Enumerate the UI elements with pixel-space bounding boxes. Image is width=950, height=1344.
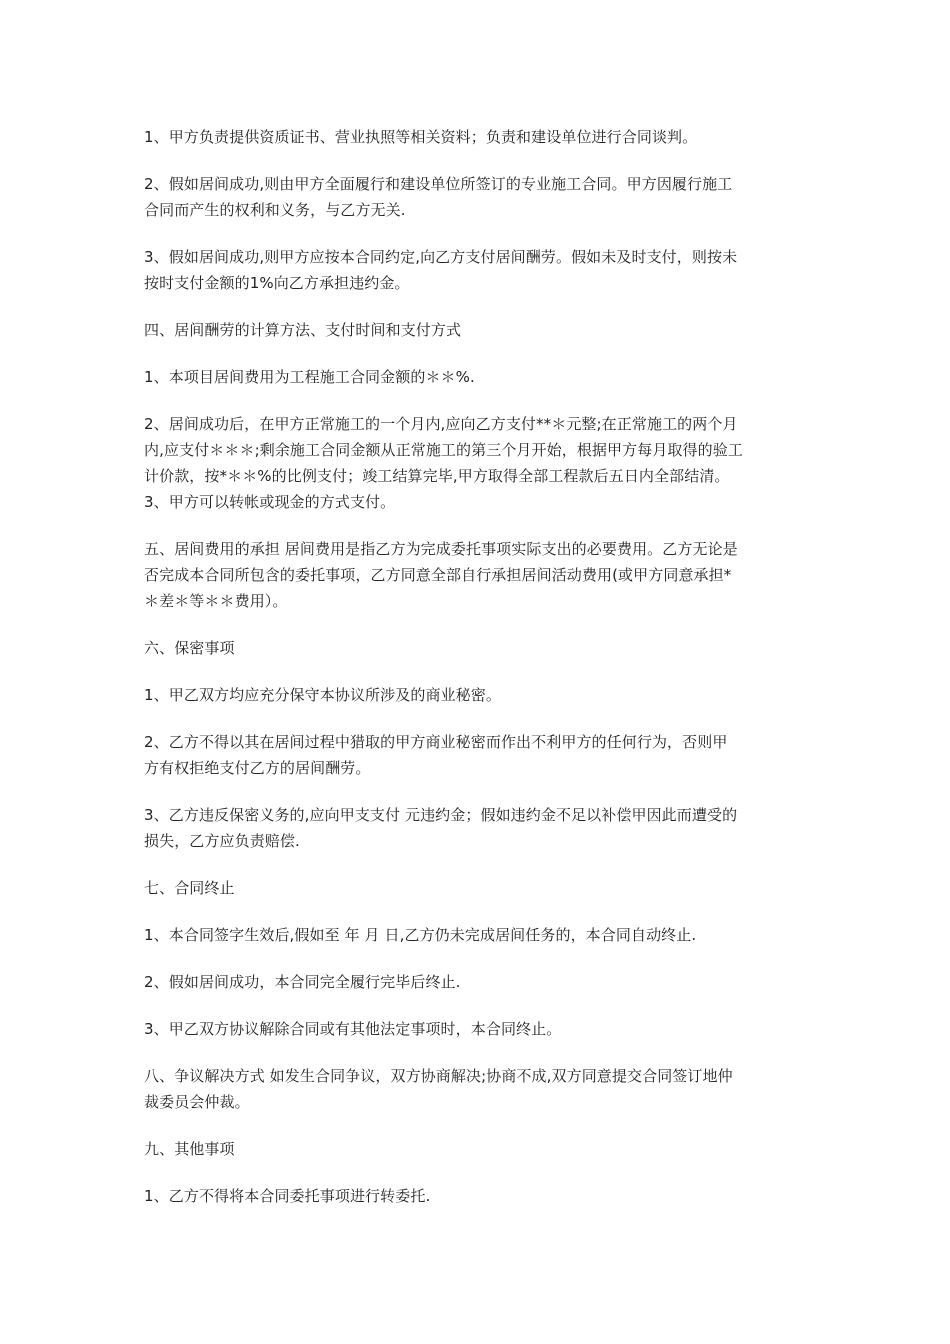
paragraph	[144, 682, 812, 708]
paragraph-line: 2、居间成功后，在甲方正常施工的一个月内,应向乙方支付**＊元整;在正常施工的两个月	[144, 415, 738, 433]
paragraph-line: 1、本项目居间费用为工程施工合同金额的＊＊%.	[144, 368, 475, 386]
paragraph-line: 2、假如居间成功，本合同完全履行完毕后终止.	[144, 973, 461, 991]
paragraph	[144, 364, 812, 390]
paragraph	[144, 1016, 812, 1042]
paragraph	[144, 489, 812, 515]
paragraph-line: 内,应支付＊＊＊;剩余施工合同金额从正常施工的第三个月开始，根据甲方每月取得的验工	[144, 441, 743, 459]
paragraph	[144, 411, 812, 489]
paragraph	[144, 1136, 812, 1162]
paragraph-line: 合同而产生的权利和义务，与乙方无关.	[144, 201, 406, 219]
paragraph-line: 九、其他事项	[144, 1140, 235, 1158]
paragraph-line: 3、甲方可以转帐或现金的方式支付。	[144, 493, 396, 511]
paragraph	[144, 124, 812, 150]
paragraph	[144, 875, 812, 901]
paragraph-line: 五、居间费用的承担 居间费用是指乙方为完成委托事项实际支出的必要费用。乙方无论是	[144, 540, 738, 558]
paragraph	[144, 802, 812, 854]
paragraph	[144, 635, 812, 661]
paragraph-line: 八、争议解决方式 如发生合同争议，双方协商解决;协商不成,双方同意提交合同签订地仲	[144, 1067, 733, 1085]
paragraph	[144, 969, 812, 995]
paragraph-line: 六、保密事项	[144, 639, 235, 657]
paragraph	[144, 1183, 812, 1209]
paragraph-line: 否完成本合同所包含的委托事项，乙方同意全部自行承担居间活动费用(或甲方同意承担*	[144, 566, 732, 584]
paragraph-line: 1、本合同签字生效后,假如至 年 月 日,乙方仍未完成居间任务的，本合同自动终止.	[144, 926, 697, 944]
paragraph	[144, 729, 812, 781]
paragraph-line: 2、乙方不得以其在居间过程中猎取的甲方商业秘密而作出不利甲方的任何行为，否则甲	[144, 733, 728, 751]
paragraph-line: 四、居间酬劳的计算方法、支付时间和支付方式	[144, 321, 462, 339]
paragraph-line: 3、假如居间成功,则甲方应按本合同约定,向乙方支付居间酬劳。假如未及时支付，则按未	[144, 248, 738, 266]
paragraph-line: 七、合同终止	[144, 879, 235, 897]
paragraph-line: 裁委员会仲裁。	[144, 1093, 250, 1111]
paragraph	[144, 536, 812, 614]
paragraph-line: 1、甲乙双方均应充分保守本协议所涉及的商业秘密。	[144, 686, 501, 704]
paragraph-line: 损失，乙方应负责赔偿.	[144, 832, 300, 850]
paragraph-line: 方有权拒绝支付乙方的居间酬劳。	[144, 759, 371, 777]
paragraph	[144, 1063, 812, 1115]
paragraph-line: 按时支付金额的1%向乙方承担违约金。	[144, 274, 410, 292]
paragraph-line: 1、甲方负责提供资质证书、营业执照等相关资料；负责和建设单位进行合同谈判。	[144, 128, 698, 146]
paragraph	[144, 171, 812, 223]
paragraph-line: 3、乙方违反保密义务的,应向甲支支付 元违约金；假如违约金不足以补偿甲因此而遭受的	[144, 806, 738, 824]
document-body	[144, 124, 812, 1230]
paragraph-line: 2、假如居间成功,则由甲方全面履行和建设单位所签订的专业施工合同。甲方因履行施工	[144, 175, 733, 193]
paragraph-line: ＊差＊等＊＊费用）。	[144, 592, 288, 610]
paragraph	[144, 317, 812, 343]
paragraph-line: 3、甲乙双方协议解除合同或有其他法定事项时，本合同终止。	[144, 1020, 562, 1038]
paragraph-line: 1、乙方不得将本合同委托事项进行转委托.	[144, 1187, 431, 1205]
paragraph	[144, 244, 812, 296]
paragraph	[144, 922, 812, 948]
paragraph-line: 计价款，按*＊＊%的比例支付；竣工结算完毕,甲方取得全部工程款后五日内全部结清。	[144, 467, 730, 485]
